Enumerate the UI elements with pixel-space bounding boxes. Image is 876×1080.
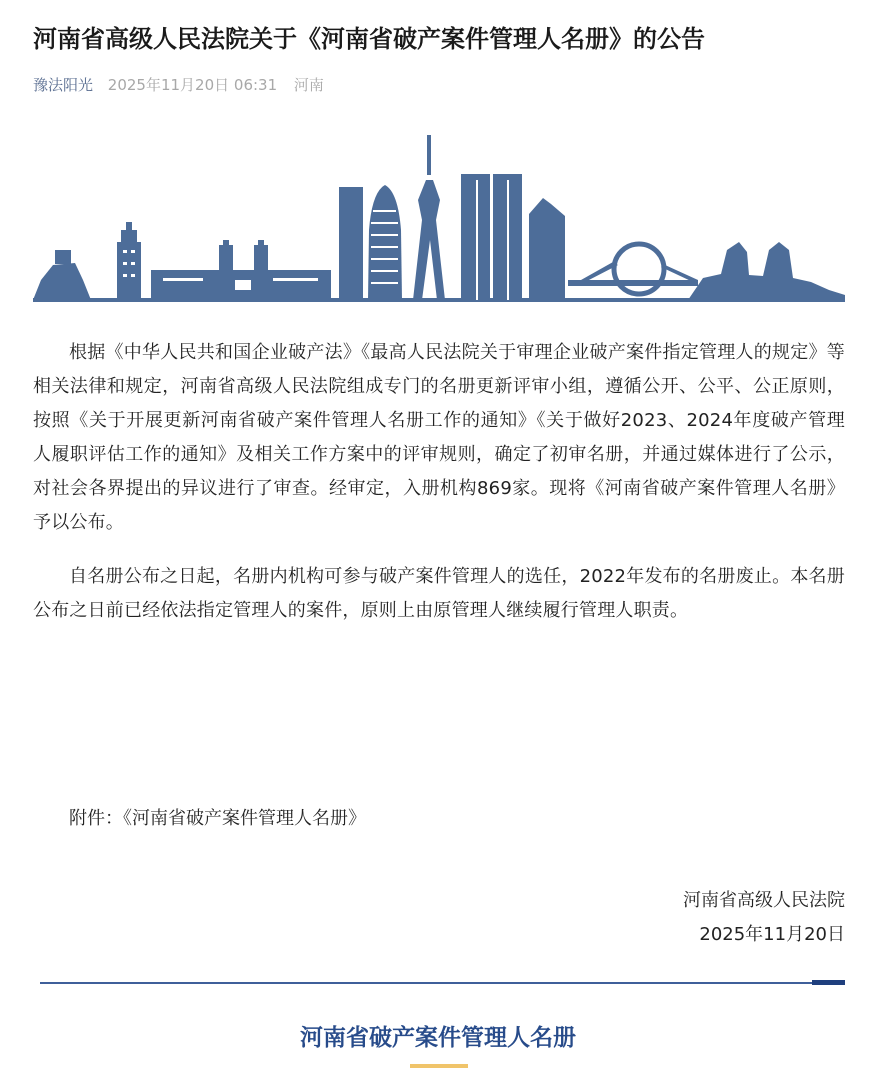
city-skyline-banner (33, 130, 845, 305)
article-source-link[interactable]: 豫法阳光 (33, 76, 94, 94)
section-heading-underline (410, 1064, 468, 1068)
article-title: 河南省高级人民法院关于《河南省破产案件管理人名册》的公告 (33, 25, 705, 53)
article-datetime: 2025年11月20日 06:31 (107, 76, 278, 94)
section-heading: 河南省破产案件管理人名册 (300, 1025, 576, 1051)
article-body (33, 336, 845, 648)
signature-block (683, 884, 845, 952)
section-divider (40, 982, 845, 984)
section-divider-accent (812, 980, 845, 985)
article-location: 河南 (293, 76, 324, 94)
signature-date: 2025年11月20日 (699, 924, 845, 945)
article-meta (33, 72, 324, 98)
attachment-link[interactable]: 附件：《河南省破产案件管理人名册》 (69, 808, 366, 829)
signature-issuer: 河南省高级人民法院 (683, 890, 845, 911)
body-paragraph-2: 自名册公布之日起，名册内机构可参与破产案件管理人的选任，2022年发布的名册废止。本名册公布之日前已经依法指定管理人的案件，原则上由原管理人继续履行管理人职责。 (33, 566, 845, 621)
body-paragraph-1: 根据《中华人民共和国企业破产法》《最高人民法院关于审理企业破产案件指定管理人的规定》等相关法律和规定，河南省高级人民法院组成专门的名册更新评审小组，遵循公开、公平、公正原则，按照《关于开展更新河南省破产案件管理人名册工作的通知》《关于做好2023、2024年度破产管理人履职评估工作的通知》及相关工作方案中的评审规则，确定了初审名册，并通过媒体进行了公示，对社会各界提出的异议进行了审查。经审定，入册机构869家。现将《河南省破产案件管理人名册》予以公布。 (33, 342, 845, 533)
